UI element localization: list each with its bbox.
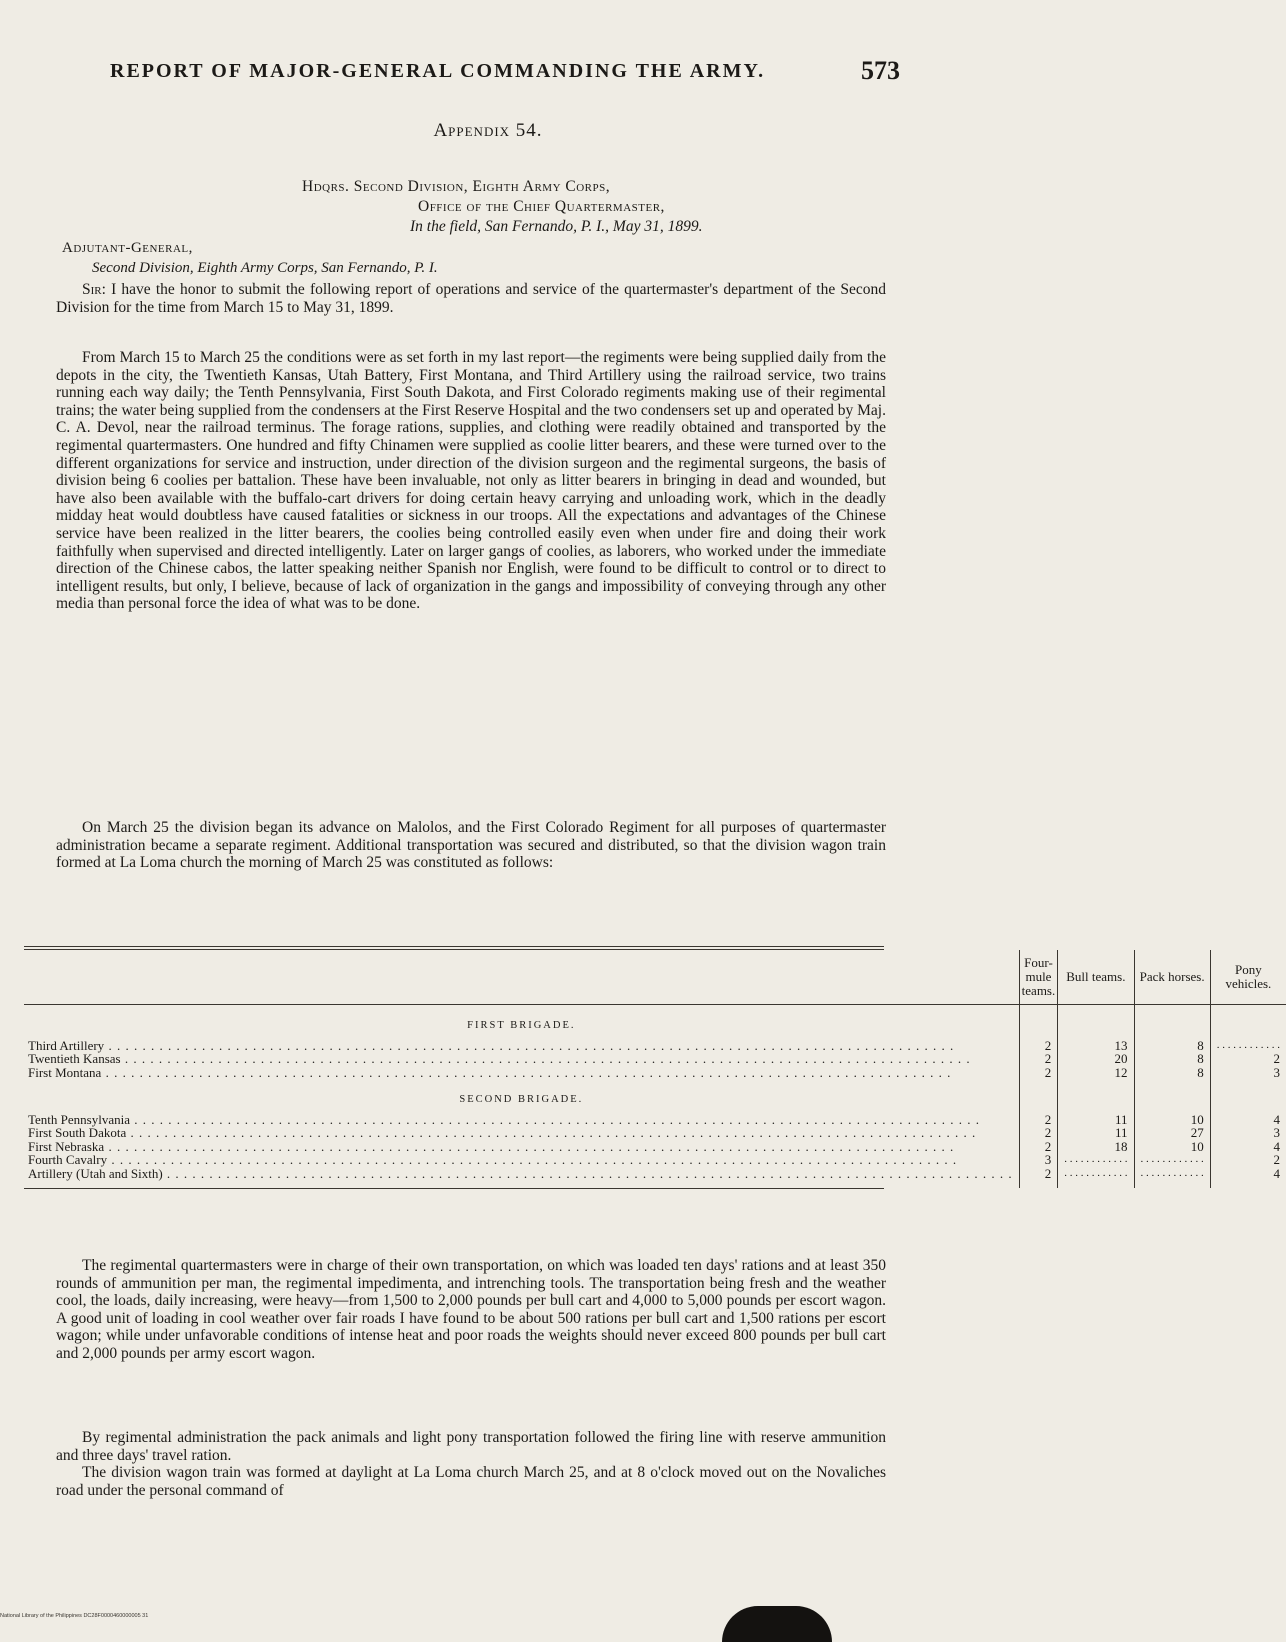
brigade-heading xyxy=(24,1005,1286,1039)
table-row xyxy=(24,1113,1286,1127)
four-mule-value: 2 xyxy=(1019,1140,1058,1154)
heading-line-2: Office of the Chief Quartermaster, xyxy=(418,198,665,215)
pack-value: 10 xyxy=(1134,1140,1210,1154)
pony-value: 3 xyxy=(1210,1126,1286,1140)
pack-value-empty xyxy=(1134,1153,1210,1167)
pack-value: 8 xyxy=(1134,1052,1210,1066)
page-number: 573 xyxy=(861,56,900,85)
table-row xyxy=(24,1126,1286,1140)
pony-value-empty xyxy=(1210,1039,1286,1053)
bull-value: 20 xyxy=(1058,1052,1134,1066)
pack-value: 27 xyxy=(1134,1126,1210,1140)
header-bull: Bull teams. xyxy=(1058,950,1134,1005)
four-mule-value: 2 xyxy=(1019,1126,1058,1140)
four-mule-value: 2 xyxy=(1019,1113,1058,1127)
four-mule-value: 2 xyxy=(1019,1167,1058,1181)
library-footer: National Library of the Philippines DC28F0000460000005 31 xyxy=(0,1613,149,1619)
paragraph-6: The division wagon train was formed at daylight at La Loma church March 25, and at 8 o'clock moved out on the Novaliches road under the personal command of xyxy=(56,1464,886,1499)
header-blank xyxy=(24,950,1019,1005)
address-line-1: Adjutant-General, xyxy=(62,240,193,256)
bull-value: 12 xyxy=(1058,1066,1134,1080)
transport-table xyxy=(24,946,1280,1189)
unit-name: First South Dakota . . . xyxy=(24,1126,1019,1140)
pack-value: 10 xyxy=(1134,1113,1210,1127)
bull-value-empty xyxy=(1058,1167,1134,1181)
bull-value-empty xyxy=(1058,1153,1134,1167)
address-line-2: Second Division, Eighth Army Corps, San Fernando, P. I. xyxy=(92,260,438,276)
pony-value: 4 xyxy=(1210,1140,1286,1154)
header-four-mule: Four-mule teams. xyxy=(1019,950,1058,1005)
brigade-name-1: FIRST BRIGADE. xyxy=(467,1020,576,1031)
table-header-row xyxy=(24,950,1286,1005)
table-row xyxy=(24,1153,1286,1167)
pack-value: 8 xyxy=(1134,1039,1210,1053)
four-mule-value: 2 xyxy=(1019,1039,1058,1053)
scan-smudge xyxy=(722,1606,832,1642)
pack-value-empty xyxy=(1134,1167,1210,1181)
pony-value: 4 xyxy=(1210,1167,1286,1181)
four-mule-value: 2 xyxy=(1019,1052,1058,1066)
pony-value: 4 xyxy=(1210,1113,1286,1127)
heading-line-3: In the field, San Fernando, P. I., May 31, 1899. xyxy=(410,218,703,235)
table-rule-top xyxy=(24,946,884,947)
running-head-title: REPORT OF MAJOR-GENERAL COMMANDING THE ARMY. xyxy=(110,60,766,82)
table-row xyxy=(24,1167,1286,1181)
table-row xyxy=(24,1066,1286,1080)
paragraph-5: By regimental administration the pack animals and light pony transportation followed the firing line with reserve ammunition and three days' travel ration. xyxy=(56,1429,886,1464)
brigade-name-2: SECOND BRIGADE. xyxy=(459,1094,584,1105)
table-row xyxy=(24,1140,1286,1154)
bull-value: 11 xyxy=(1058,1126,1134,1140)
table-row xyxy=(24,1052,1286,1066)
running-head xyxy=(110,56,900,85)
table-rule-bottom xyxy=(24,1188,884,1189)
paragraph-4: The regimental quartermasters were in charge of their own transportation, on which was loaded ten days' rations and at least 350 rounds of ammunition per man, the regimental impedimenta, and intrenching tools. The transportation being fresh and the weather cool, the loads, daily increasing, were heavy—from 1,500 to 2,000 pounds per bull cart and 4,000 to 5,000 pounds per escort wagon. A good unit of loading in cool weather over fair roads I have found to be about 500 rations per bull cart and 1,500 rations per escort wagon; while under unfavorable conditions of intense heat and poor roads the weights should never exceed 800 pounds per bull cart and 2,000 pounds per army escort wagon. xyxy=(56,1257,886,1362)
unit-name: First Nebraska . . . xyxy=(24,1140,1019,1154)
pony-value: 2 xyxy=(1210,1153,1286,1167)
table-row xyxy=(24,1039,1286,1053)
unit-name: First Montana . . . xyxy=(24,1066,1019,1080)
paragraph-1-text: I have the honor to submit the following report of operations and service of the quartermaster's department of the Second Division for the time from March 15 to May 31, 1899. xyxy=(56,281,886,316)
pony-value: 2 xyxy=(1210,1052,1286,1066)
unit-name: Fourth Cavalry . . . xyxy=(24,1153,1019,1167)
paragraph-3: On March 25 the division began its advance on Malolos, and the First Colorado Regiment for all purposes of quartermaster administration became a separate regiment. Additional transportation was secured and distributed, so that the division wagon train formed at La Loma church the morning of March 25 was constituted as follows: xyxy=(56,819,886,872)
heading-line-1: Hdqrs. Second Division, Eighth Army Corps, xyxy=(302,178,611,195)
header-pony: Pony vehicles. xyxy=(1210,950,1286,1005)
bull-value: 13 xyxy=(1058,1039,1134,1053)
appendix-title: Appendix 54. xyxy=(433,120,543,141)
pack-value: 8 xyxy=(1134,1066,1210,1080)
unit-name: Tenth Pennsylvania . . . xyxy=(24,1113,1019,1127)
paragraph-1 xyxy=(56,281,886,316)
brigade-heading xyxy=(24,1079,1286,1113)
unit-name: Artillery (Utah and Sixth) . . . xyxy=(24,1167,1019,1181)
pony-value: 3 xyxy=(1210,1066,1286,1080)
salutation: Sir: xyxy=(82,281,106,298)
four-mule-value: 3 xyxy=(1019,1153,1058,1167)
unit-name: Third Artillery . . . xyxy=(24,1039,1019,1053)
bull-value: 11 xyxy=(1058,1113,1134,1127)
unit-name: Twentieth Kansas . . . xyxy=(24,1052,1019,1066)
four-mule-value: 2 xyxy=(1019,1066,1058,1080)
transport-data-table xyxy=(24,950,1286,1188)
bull-value: 18 xyxy=(1058,1140,1134,1154)
paragraph-2: From March 15 to March 25 the conditions were as set forth in my last report—the regiments were being supplied daily from the depots in the city, the Twentieth Kansas, Utah Battery, First Montana, and Third Artillery using the railroad service, two trains running each way daily; the Tenth Pennsylvania, First South Dakota, and First Colorado regiments making use of their regimental trains; the water being supplied from the condensers at the First Reserve Hospital and the two condensers set up and operated by Maj. C. A. Devol, near the railroad terminus. The forage rations, supplies, and clothing were readily obtained and transported by the regimental quartermasters. One hundred and fifty Chinamen were supplied as coolie litter bearers, and these were turned over to the different organizations for service and instruction, under direction of the division surgeon and the regimental surgeons, the basis of division being 6 coolies per battalion. These have been invaluable, not only as litter bearers in bringing in dead and wounded, but have also been available with the buffalo-cart drivers for doing certain heavy carrying and unloading work, which in the deadly midday heat would doubtless have caused fatalities or sickness in our troops. All the expectations and advantages of the Chinese service have been realized in the litter bearers, the coolies being controlled easily even when under fire and doing their work faithfully when supervised and directed intelligently. Later on larger gangs of coolies, as laborers, who worked under the immediate direction of the Chinese cabos, the latter speaking neither Spanish nor English, were found to be difficult to control or to direct to intelligent results, but only, I believe, because of lack of organization in the gangs and impossibility of conveying through any other media than personal force the idea of what was to be done. xyxy=(56,349,886,613)
header-pack: Pack horses. xyxy=(1134,950,1210,1005)
